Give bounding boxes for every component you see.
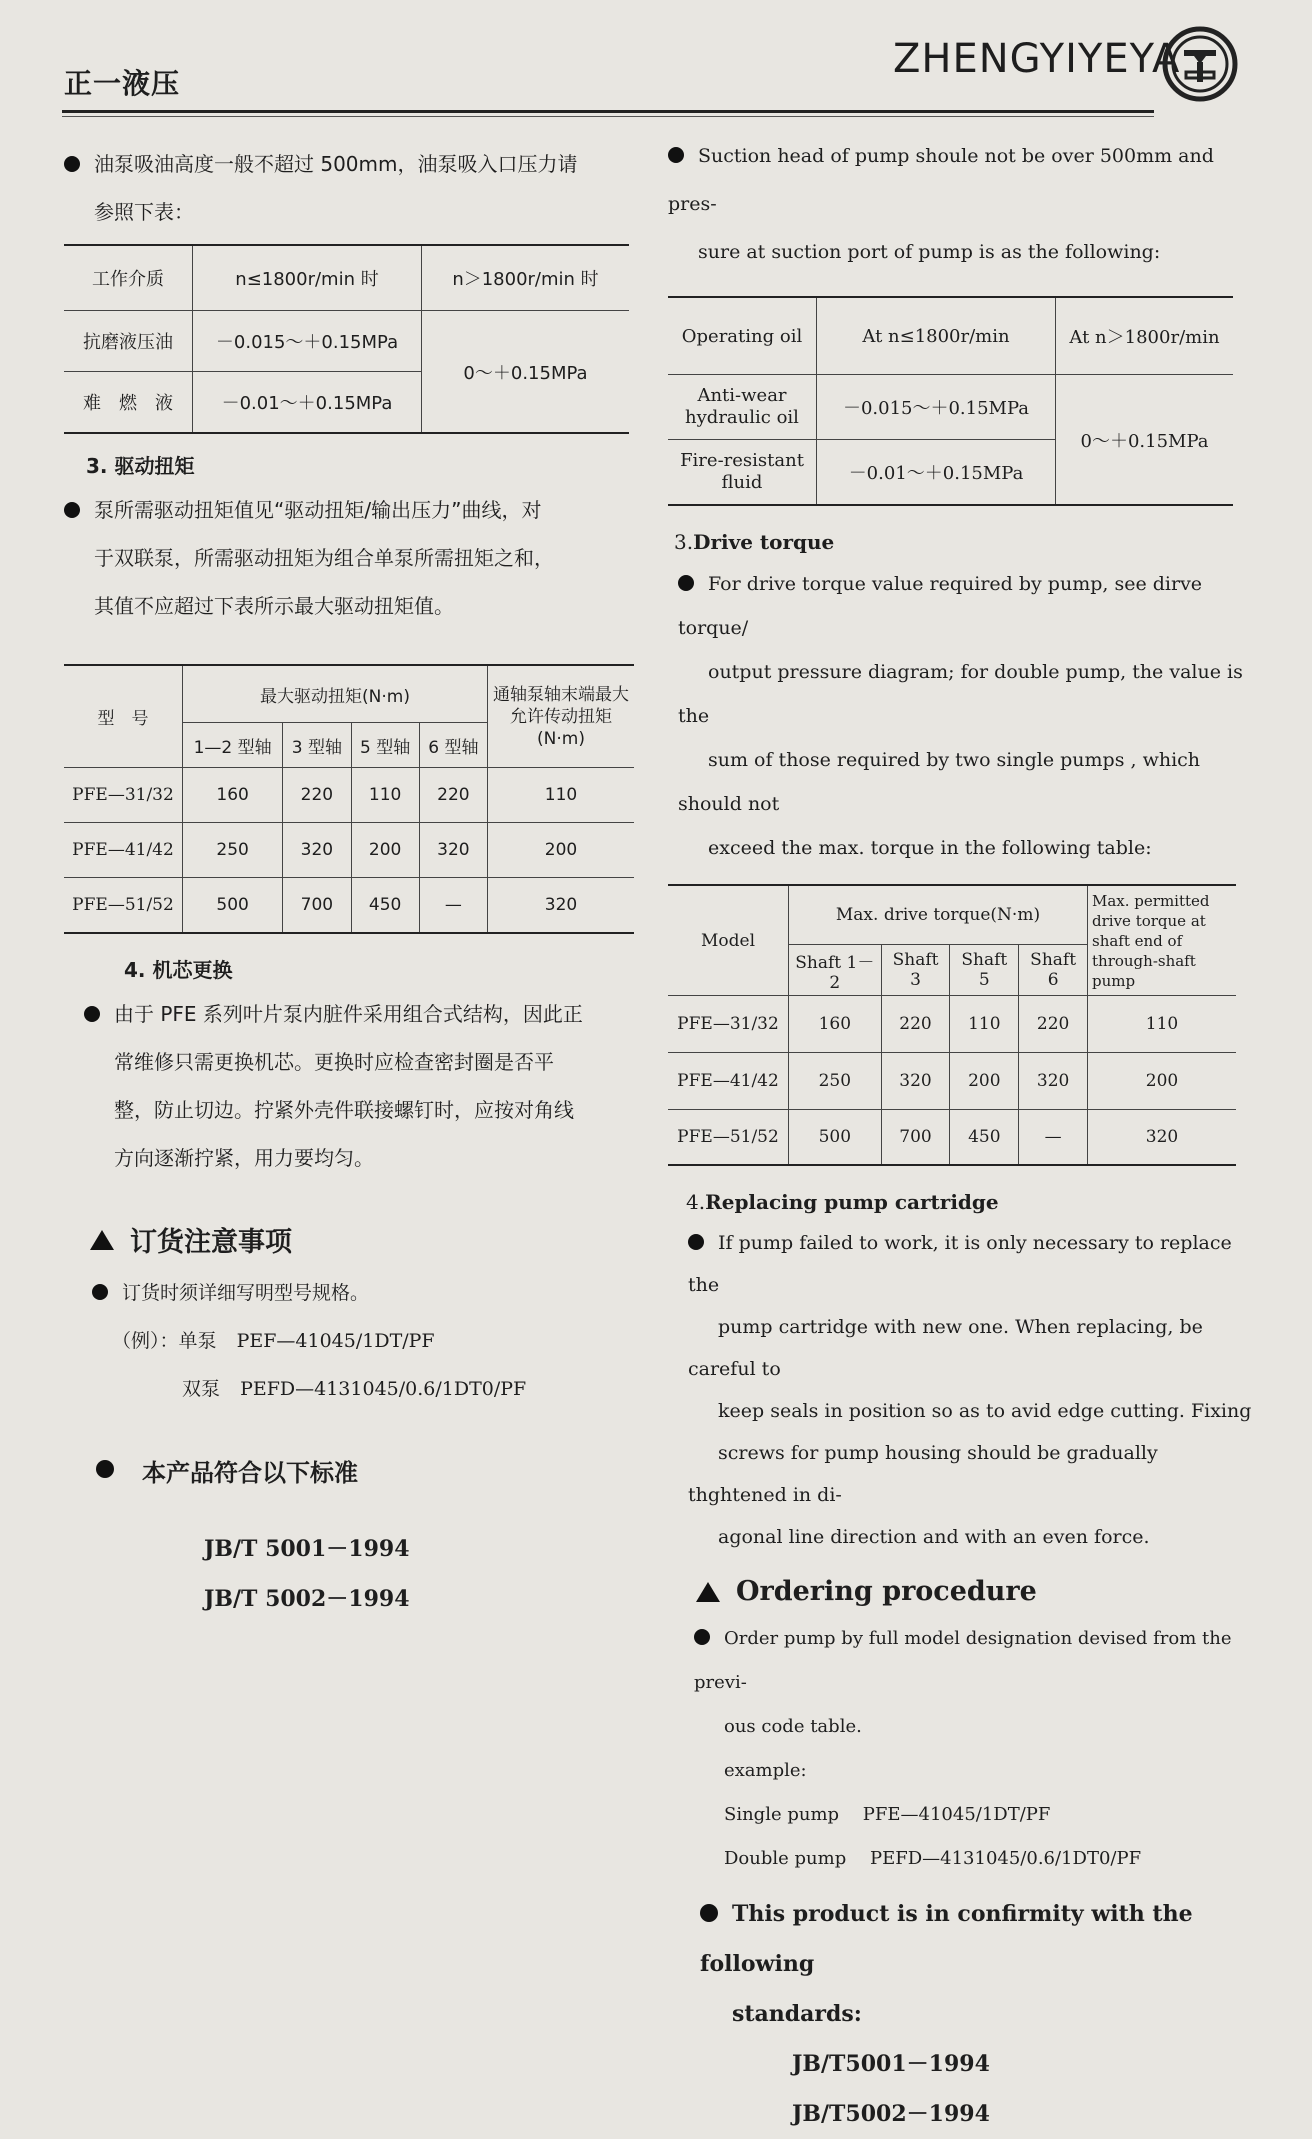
th-operating-oil: Operating oil [668, 297, 817, 375]
header-rule [62, 110, 1154, 113]
row-antiwear-name: 抗磨液压油 [64, 311, 193, 372]
th-through-shaft: Max. permitted drive torque at shaft end of through-shaft pump [1088, 885, 1237, 996]
row-fire-name: Fire-resistant fluid [668, 440, 817, 506]
standards-title-cn: 本产品符合以下标准 [96, 1453, 644, 1488]
th-shaft-3: 3 型轴 [283, 723, 351, 768]
table-row: PFE—31/32 160 220 110 220 110 [668, 996, 1236, 1053]
drive-paragraph-en: For drive torque value required by pump, see dirve torque/ output pressure diagram; for double pump, the value is the sum of those required by two single pumps , which should not exceed the max. torque in the following table: [678, 573, 1243, 859]
table-row: PFE—41/42 250 320 200 320 200 [64, 823, 634, 878]
replace-title-en: 4.Replacing pump cartridge [686, 1190, 999, 1214]
th-shaft-5: Shaft 5 [950, 945, 1019, 996]
replace-title-cn: 4. 机芯更换 [124, 958, 233, 982]
suction-pressure-table-en [668, 296, 1233, 506]
th-medium: 工作介质 [64, 245, 193, 311]
row-antiwear-low: －0.015～＋0.15MPa [193, 311, 422, 372]
order-paragraph-en: Order pump by full model designation devised from the previ- ous code table. example: Single pump PFE—41045/1DT/PF Double pump PEFD—4131045/0.6/1DT0/PF [694, 1628, 1232, 1869]
shared-high-value: 0～＋0.15MPa [422, 311, 630, 434]
row-fire-low: －0.01～＋0.15MPa [817, 440, 1056, 506]
th-through-shaft: 通轴泵轴末端最大允许传动扭矩(N·m) [488, 665, 635, 768]
order-title-en: Ordering procedure [696, 1576, 1258, 1607]
torque-table-cn [64, 664, 634, 934]
standards-list-en [792, 2039, 1258, 2139]
bullet-icon [64, 156, 80, 172]
table-row: PFE—51/52 500 700 450 — 320 [64, 878, 634, 934]
suction-pressure-table-cn [64, 244, 629, 434]
th-high-speed: n＞1800r/min 时 [422, 245, 630, 311]
shared-high-value: 0～＋0.15MPa [1056, 375, 1234, 506]
th-shaft-5: 5 型轴 [351, 723, 419, 768]
brand-name-cn: 正一液压 [64, 67, 181, 100]
th-max-torque: Max. drive torque(N·m) [789, 885, 1088, 945]
th-shaft-3: Shaft 3 [881, 945, 950, 996]
row-antiwear-low: －0.015～＋0.15MPa [817, 375, 1056, 440]
th-shaft-6: Shaft 6 [1019, 945, 1088, 996]
row-fire-low: －0.01～＋0.15MPa [193, 372, 422, 434]
standard-item: JB/T 5002－1994 [204, 1586, 410, 1612]
bullet-icon [84, 1006, 100, 1022]
torque-table-en [668, 884, 1236, 1166]
drive-torque-title-cn: 3. 驱动扭矩 [86, 454, 195, 478]
th-model: Model [668, 885, 789, 996]
triangle-icon [90, 1230, 114, 1250]
th-shaft-12: 1—2 型轴 [183, 723, 283, 768]
th-high-speed: At n＞1800r/min [1056, 297, 1234, 375]
replace-paragraph-en: If pump failed to work, it is only necessary to replace the pump cartridge with new one. When replacing, be careful to keep seals in position so as to avid edge cutting. Fixing screws for pump housing should be gradually thghtened in di- agonal line direction and with an even force. [688, 1232, 1252, 1548]
th-low-speed: n≤1800r/min 时 [193, 245, 422, 311]
row-antiwear-name: Anti-wear hydraulic oil [668, 375, 817, 440]
suction-paragraph-cn: 油泵吸油高度一般不超过 500mm，油泵吸入口压力请 参照下表： [64, 140, 644, 236]
table-row: PFE—31/32 160 220 110 220 110 [64, 768, 634, 823]
zy-logo-icon [1162, 26, 1238, 102]
left-column-cn [64, 140, 644, 1624]
th-model: 型 号 [64, 665, 183, 768]
table-row: PFE—51/52 500 700 450 — 320 [668, 1110, 1236, 1166]
order-paragraph-cn: 订货时须详细写明型号规格。 （例）：单泵 PEF—41045/1DT/PF 双泵 PEFD—4131045/0.6/1DT0/PF [92, 1269, 644, 1413]
brand-name-en: ZHENGYIYEYA [893, 36, 1181, 82]
bullet-icon [678, 575, 694, 591]
triangle-icon [696, 1582, 720, 1602]
th-shaft-12: Shaft 1－2 [789, 945, 882, 996]
table-row: PFE—41/42 250 320 200 320 200 [668, 1053, 1236, 1110]
bullet-icon [694, 1629, 710, 1645]
standard-item: JB/T5002－1994 [792, 2101, 990, 2127]
th-max-torque: 最大驱动扭矩(N·m) [183, 665, 488, 723]
bullet-icon [96, 1460, 114, 1478]
right-column-en [668, 132, 1258, 2139]
standard-item: JB/T5001－1994 [792, 2051, 990, 2077]
conformity-paragraph-en: This product is in confirmity with the following standards: [700, 1901, 1193, 2027]
order-title-cn: 订货注意事项 [90, 1220, 644, 1259]
bullet-icon [92, 1284, 108, 1300]
row-fire-name: 难 燃 液 [64, 372, 193, 434]
bullet-icon [668, 147, 684, 163]
replace-paragraph-cn: 由于 PFE 系列叶片泵内脏件采用组合式结构，因此正 常维修只需更换机芯。更换时应检查密封圈是否平 整，防止切边。拧紧外壳件联接螺钉时，应按对角线 方向逐渐拧紧，用力要均匀。 [84, 990, 644, 1182]
th-shaft-6: 6 型轴 [419, 723, 487, 768]
drive-paragraph-cn: 泵所需驱动扭矩值见“驱动扭矩/输出压力”曲线，对 于双联泵，所需驱动扭矩为组合单泵所需扭矩之和， 其值不应超过下表所示最大驱动扭矩值。 [64, 486, 644, 630]
standards-list-cn [204, 1524, 644, 1624]
bullet-icon [700, 1904, 718, 1922]
drive-torque-title-en: 3.Drive torque [674, 530, 835, 554]
header-rule-thin [62, 116, 1154, 117]
bullet-icon [688, 1234, 704, 1250]
standard-item: JB/T 5001－1994 [204, 1536, 410, 1562]
bullet-icon [64, 502, 80, 518]
th-low-speed: At n≤1800r/min [817, 297, 1056, 375]
suction-paragraph-en: Suction head of pump shoule not be over 500mm and pres- sure at suction port of pump is as the following: [668, 145, 1214, 263]
